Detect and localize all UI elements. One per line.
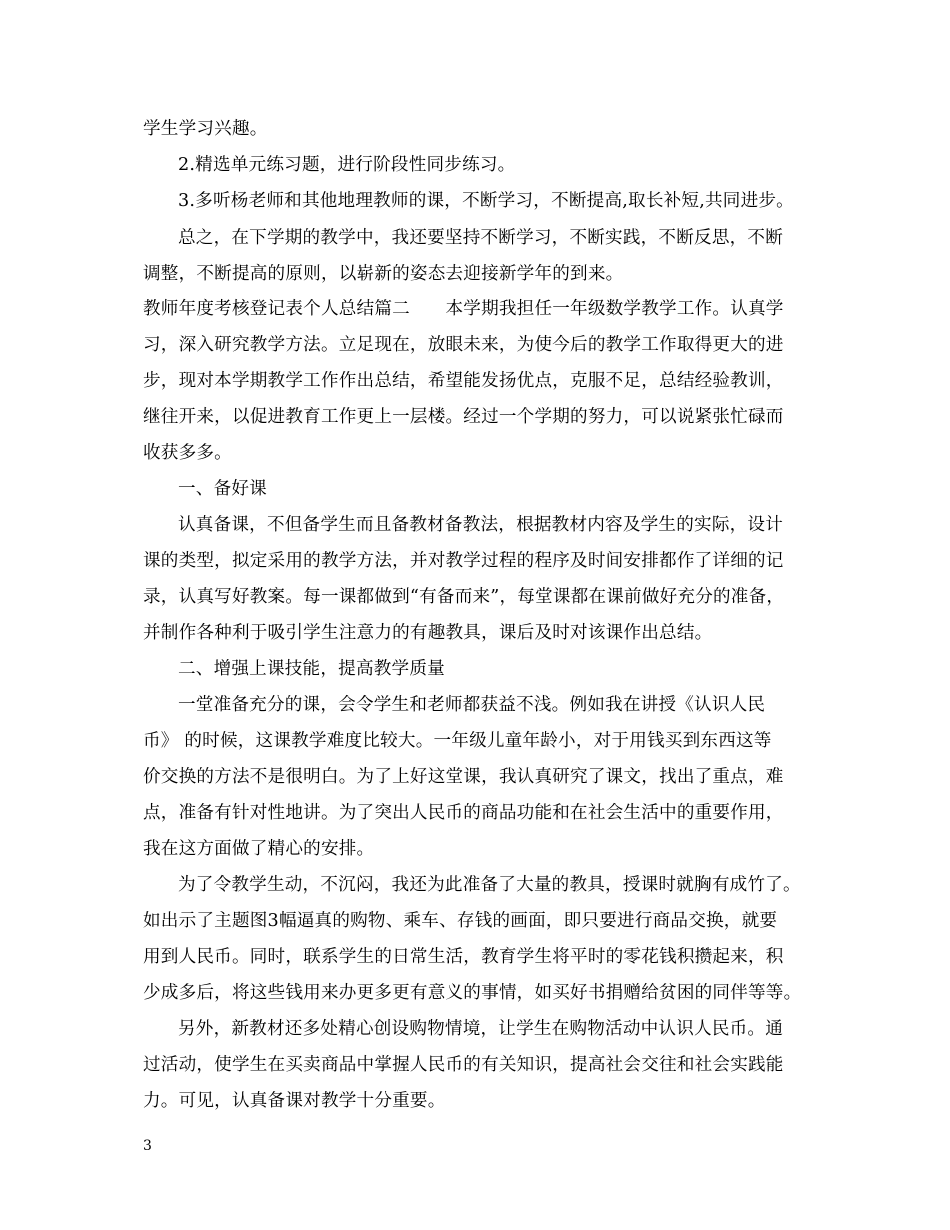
text-line: 3.多听杨老师和其他地理教师的课，不断学习，不断提高,取长补短,共同进步。 xyxy=(178,191,794,211)
section-heading: 一、备好课 xyxy=(178,479,267,499)
text-line: 继往开来，以促进教育工作更上一层楼。经过一个学期的努力，可以说紧张忙碌而 xyxy=(143,407,784,427)
text-line: 总之，在下学期的教学中，我还要坚持不断学习，不断实践，不断反思，不断 xyxy=(178,228,783,248)
text-line: 为了令教学生动，不沉闷，我还为此准备了大量的教具，授课时就胸有成竹了。 xyxy=(178,875,801,895)
section-heading: 二、增强上课技能，提高教学质量 xyxy=(178,659,445,679)
text-line: 习，深入研究教学方法。立足现在，放眼未来，为使今后的教学工作取得更大的进 xyxy=(143,335,784,355)
text-line: 点，准备有针对性地讲。为了突出人民币的商品功能和在社会生活中的重要作用， xyxy=(143,803,784,823)
page-number: 3 xyxy=(143,1138,152,1154)
text-line: 收获多多。 xyxy=(143,443,232,463)
text-line: 并制作各种利于吸引学生注意力的有趣教具，课后及时对该课作出总结。 xyxy=(143,623,713,643)
text-line: 币》 的时候，这课教学难度比较大。一年级儿童年龄小，对于用钱买到东西这等 xyxy=(143,731,772,751)
text-line: 如出示了主题图3幅逼真的购物、乘车、存钱的画面，即只要进行商品交换，就要 xyxy=(143,911,778,931)
text-line: 认真备课，不但备学生而且备教材备教法，根据教材内容及学生的实际，设计 xyxy=(178,515,783,535)
text-line: 另外，新教材还多处精心创设购物情境，让学生在购物活动中认识人民币。通 xyxy=(178,1019,783,1039)
text-line: 一堂准备充分的课，会令学生和老师都获益不浅。例如我在讲授《认识人民 xyxy=(178,695,766,715)
text-line: 我在这方面做了精心的安排。 xyxy=(143,839,375,859)
text-line: 教师年度考核登记表个人总结篇二 本学期我担任一年级数学教学工作。认真学 xyxy=(143,299,784,319)
text-line: 价交换的方法不是很明白。为了上好这堂课，我认真研究了课文，找出了重点，难 xyxy=(143,767,784,787)
text-line: 调整，不断提高的原则，以崭新的姿态去迎接新学年的到来。 xyxy=(143,264,624,284)
text-line: 课的类型，拟定采用的教学方法，并对教学过程的程序及时间安排都作了详细的记 xyxy=(143,551,784,571)
text-line: 少成多后，将这些钱用来办更多更有意义的事情，如买好书捐赠给贫困的同伴等等。 xyxy=(143,983,802,1003)
text-line: 步，现对本学期教学工作作出总结，希望能发扬优点，克服不足，总结经验教训， xyxy=(143,371,784,391)
text-line: 过活动，使学生在买卖商品中掌握人民币的有关知识，提高社会交往和社会实践能 xyxy=(143,1055,784,1075)
text-line: 力。可见，认真备课对教学十分重要。 xyxy=(143,1091,446,1111)
text-line: 录，认真写好教案。每一课都做到“有备而来”，每堂课都在课前做好充分的准备， xyxy=(143,587,785,607)
text-line: 学生学习兴趣。 xyxy=(143,119,268,139)
text-line: 2.精选单元练习题，进行阶段性同步练习。 xyxy=(178,155,516,175)
text-line: 用到人民币。同时，联系学生的日常生活，教育学生将平时的零花钱积攒起来，积 xyxy=(143,947,784,967)
